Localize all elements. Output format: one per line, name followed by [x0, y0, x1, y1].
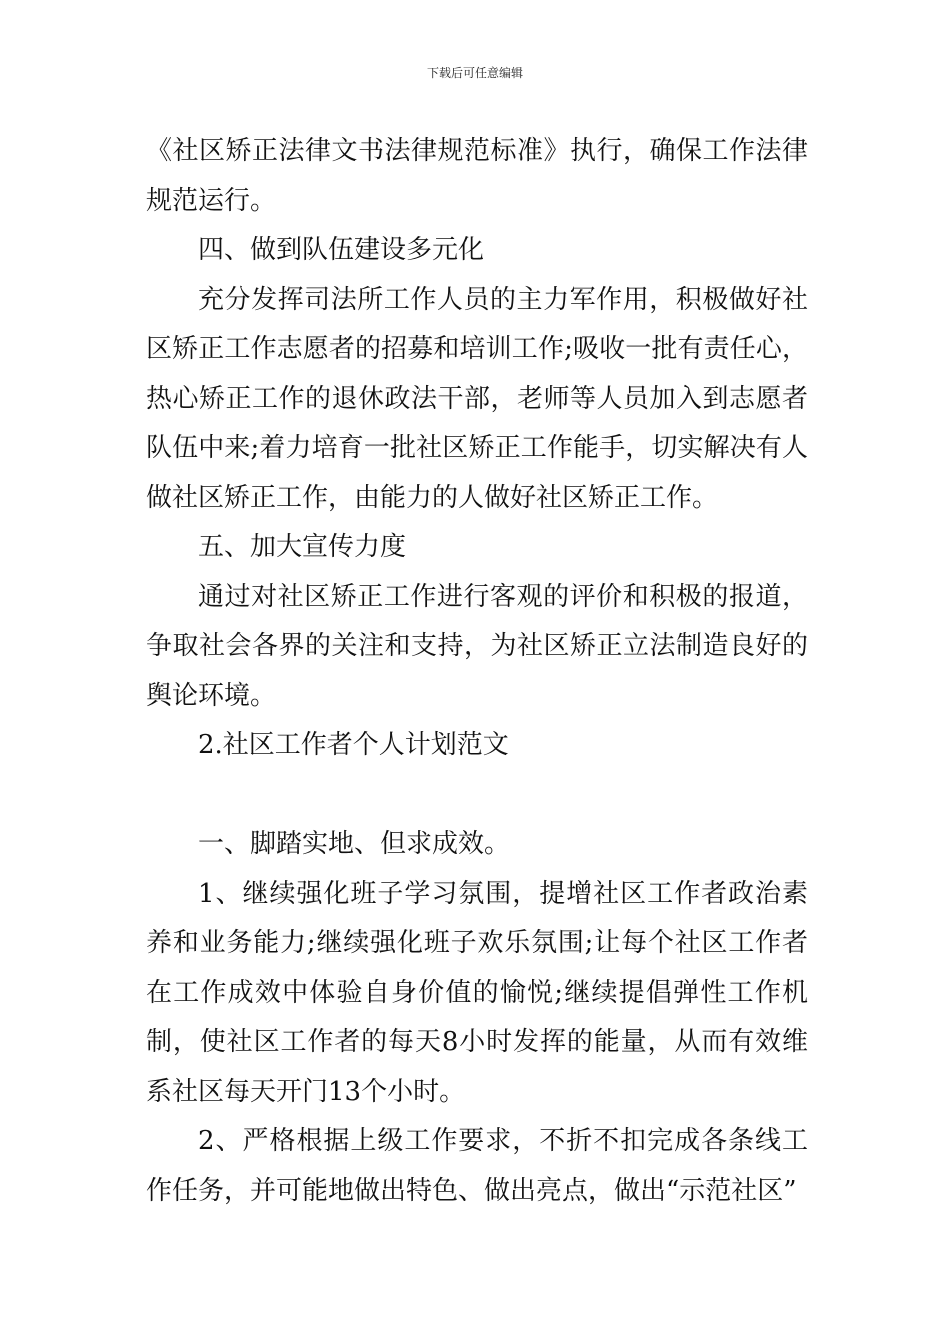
- section-heading-1: 一、脚踏实地、但求成效。: [198, 829, 511, 859]
- section-heading-5: 五、加大宣传力度: [198, 532, 407, 562]
- paragraph-3: 通过对社区矫正工作进行客观的评价和积极的报道，争取社会各界的关注和支持，为社区矫正立法制造良好的舆论环境。: [146, 581, 808, 711]
- blank-line: [146, 771, 808, 821]
- paragraph-2: 充分发挥司法所工作人员的主力军作用，积极做好社区矫正工作志愿者的招募和培训工作;吸收一批有责任心，热心矫正工作的退休政法干部，老师等人员加入到志愿者队伍中来;着力培育一批社区矫正工作能手，切实解决有人做社区矫正工作，由能力的人做好社区矫正工作。: [146, 284, 808, 513]
- paragraph-1: 《社区矫正法律文书法律规范标准》执行，确保工作法律规范运行。: [146, 136, 808, 216]
- paragraph-4: 1、继续强化班子学习氛围，提增社区工作者政治素养和业务能力;继续强化班子欢乐氛围;让每个社区工作者在工作成效中体验自身价值的愉悦;继续提倡弹性工作机制，使社区工作者的每天8小时发挥的能量，从而有效维系社区每天开门13个小时。: [146, 878, 808, 1107]
- page-header: 下载后可任意编辑: [426, 66, 523, 80]
- document-body: [146, 127, 808, 1216]
- article-title: 2.社区工作者个人计划范文: [198, 730, 509, 760]
- paragraph-5: 2、严格根据上级工作要求，不折不扣完成各条线工作任务，并可能地做出特色、做出亮点，做出“示范社区”: [146, 1126, 808, 1206]
- section-heading-4: 四、做到队伍建设多元化: [198, 235, 485, 265]
